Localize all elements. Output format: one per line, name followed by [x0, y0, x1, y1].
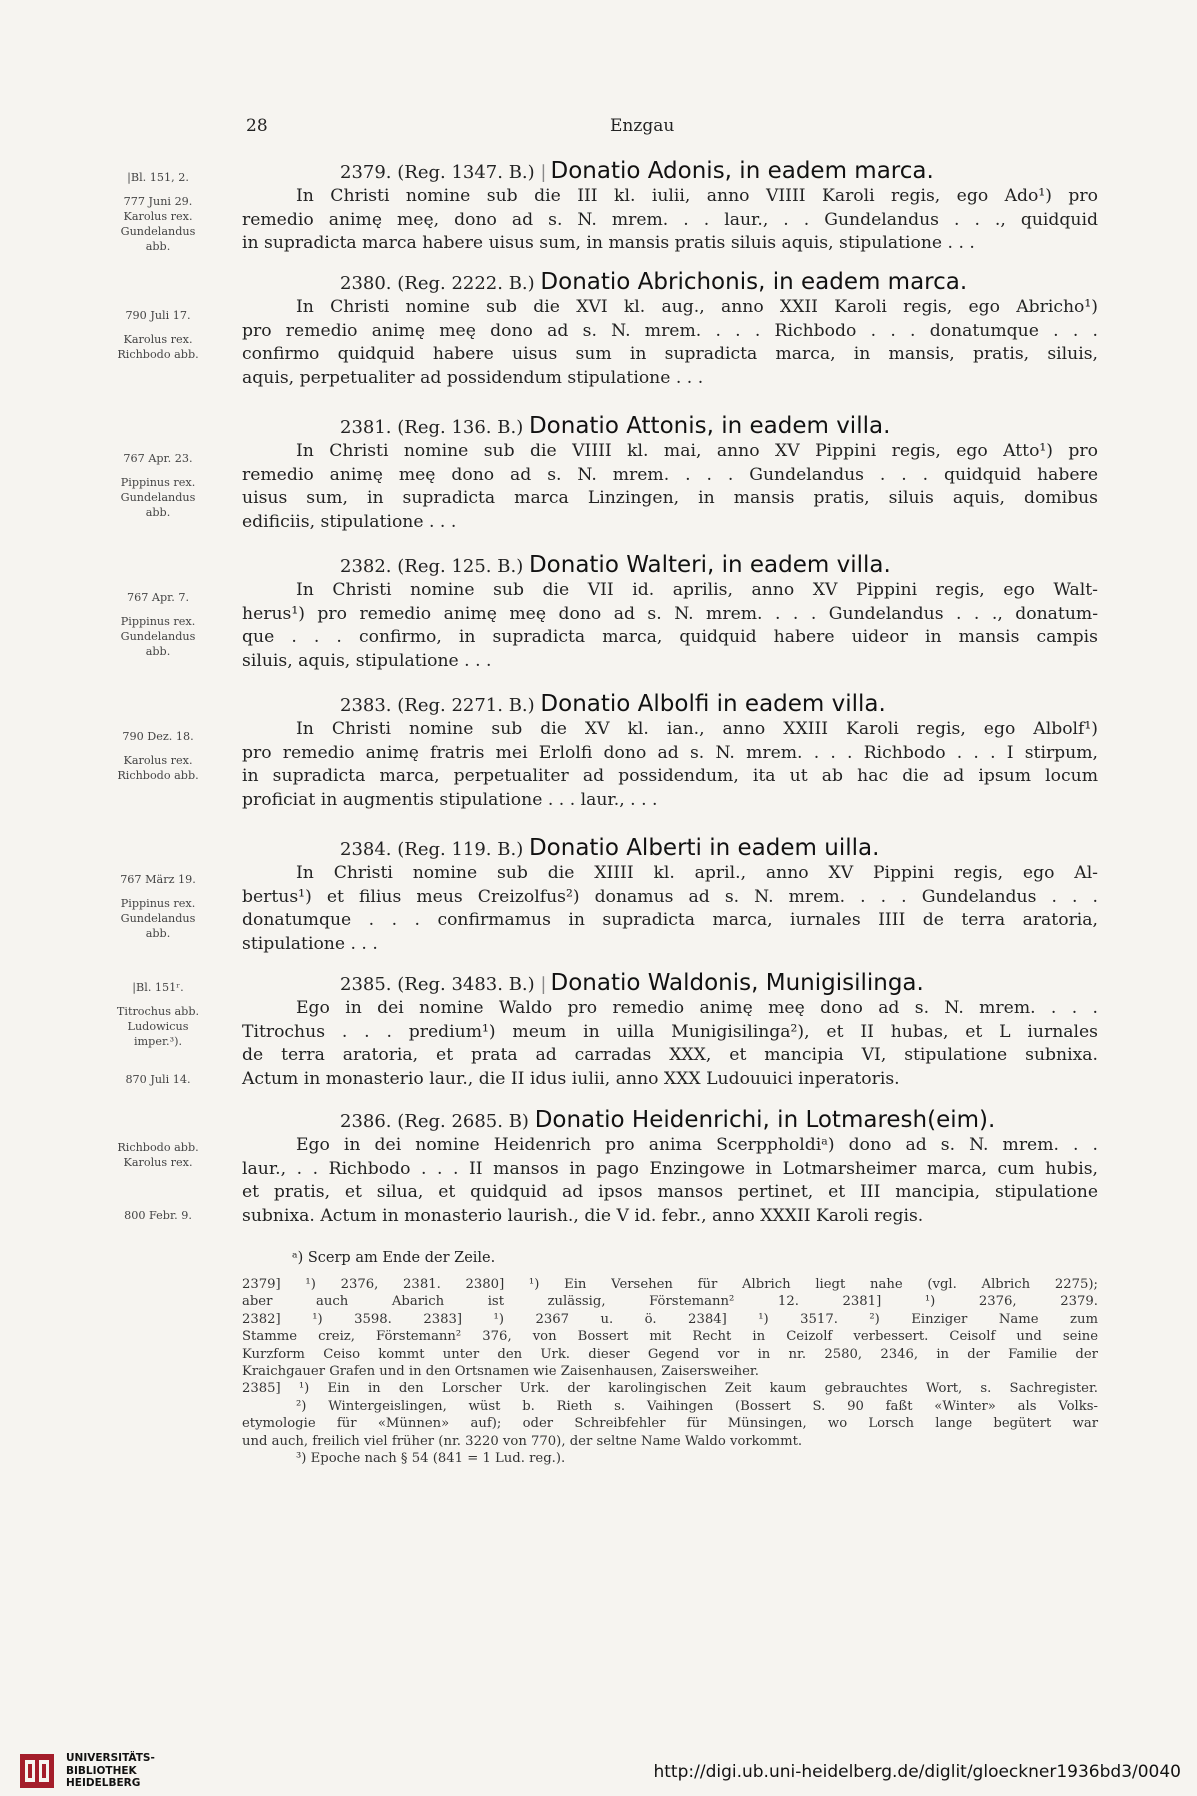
body-line: subnixa. Actum in monasterio laurish., die V id. febr., anno XXXII Karoli regis. — [242, 1205, 924, 1226]
margin-line: Karolus rex. — [123, 754, 193, 767]
margin-note — [98, 980, 218, 1087]
body-line: laur., . . Richbodo . . . II mansos in pago Enzingowe in Lotmarsheimer marca, cum hubis, — [242, 1158, 1098, 1179]
page-number: 28 — [246, 116, 268, 136]
entry-heading — [242, 414, 1098, 440]
entry-number: 2385. (Reg. 3483. B.) — [340, 974, 535, 995]
entry-number: 2386. (Reg. 2685. B) — [340, 1111, 529, 1132]
body-line: uisus sum, in supradicta marca Linzingen, in mansis pratis, siluis aquis, domibus — [242, 488, 1098, 508]
library-name — [66, 1752, 155, 1790]
margin-line: Karolus rex. — [123, 333, 193, 346]
entry-title: Donatio Abrichonis, in eadem marca. — [540, 269, 968, 295]
footnote-line: etymologie für «Münnen» auf); oder Schreibfehler für Münsingen, wo Lorsch lange begütert war — [242, 1416, 1098, 1432]
entry — [242, 836, 1098, 956]
body-line: In Christi nomine sub die VIIII kl. mai, anno XV Pippini regis, ego Atto¹) pro — [296, 441, 1098, 461]
margin-note — [98, 1140, 218, 1223]
footnote-line: Kraichgauer Grafen und in den Ortsnamen wie Zaisenhausen, Zaisersweiher. — [242, 1364, 759, 1380]
library-name-line: UNIVERSITÄTS- — [66, 1752, 155, 1764]
footnote-line: Stamme creiz, Förstemann² 376, von Bossert mit Recht in Ceizolf verbessert. Ceisolf und seine — [242, 1329, 1098, 1345]
margin-line: Gundelandus — [120, 630, 196, 643]
body-line: confirmo quidquid habere uisus sum in supradicta marca, in mansis, pratis, siluis, — [242, 344, 1098, 364]
body-line: et pratis, et silua, et quidquid ad ipsos mansos pertinet, et III mancipia, stipulatione — [242, 1182, 1098, 1202]
body-line: Ego in dei nomine Heidenrich pro anima Scerppholdiᵃ) dono ad s. N. mrem. . . — [296, 1135, 1098, 1155]
margin-line: Ludowicus — [127, 1020, 189, 1033]
entry-title: Donatio Albolfi in eadem villa. — [540, 691, 886, 717]
margin-note — [98, 729, 218, 783]
entry-heading — [242, 270, 1098, 296]
margin-line: Titrochus abb. — [116, 1005, 200, 1018]
margin-line: |Bl. 151, 2. — [127, 171, 189, 184]
body-line: bertus¹) et filius meus Creizolfus²) donamus ad s. N. mrem. . . . Gundelandus . . . — [242, 886, 1098, 907]
margin-note — [98, 872, 218, 941]
body-line: In Christi nomine sub die XV kl. ian., anno XXIII Karoli regis, ego Albolf¹) — [296, 719, 1098, 739]
body-line: de terra aratoria, et prata ad carradas XXX, et mancipia VI, stipulatione subnixa. — [242, 1045, 1098, 1065]
body-line: que . . . confirmo, in supradicta marca, quidquid habere uideor in mansis campis — [242, 627, 1098, 647]
body-line: In Christi nomine sub die VII id. aprilis, anno XV Pippini regis, ego Walt- — [296, 580, 1098, 600]
library-name-line: BIBLIOTHEK — [66, 1764, 137, 1777]
entry-number: 2381. (Reg. 136. B.) — [340, 417, 524, 438]
margin-line: Richbodo abb. — [117, 769, 199, 782]
body-line: stipulatione . . . — [242, 933, 378, 954]
margin-line: Gundelandus — [120, 491, 196, 504]
margin-line: 790 Dez. 18. — [122, 730, 194, 743]
entry — [242, 553, 1098, 673]
body-line: Ego in dei nomine Waldo pro remedio animę meę dono ad s. N. mrem. . . . — [296, 998, 1098, 1018]
margin-line: Gundelandus — [120, 912, 196, 925]
margin-line: abb. — [145, 927, 171, 940]
entry-heading: 2379. (Reg. 1347. B.) | Donatio Adonis, in eadem marca. — [340, 158, 934, 184]
body-line: remedio animę meę dono ad s. N. mrem. . . . Gundelandus . . . quidquid habere — [242, 464, 1098, 485]
margin-line: abb. — [145, 240, 171, 253]
footnote-line: und auch, freilich viel früher (nr. 3220 von 770), der seltne Name Waldo vorkommt. — [242, 1433, 803, 1449]
body-line: Actum in monasterio laur., die II idus iulii, anno XXX Ludouuici inperatoris. — [242, 1068, 900, 1089]
margin-line: 777 Juni 29. — [123, 195, 193, 208]
margin-line: Karolus rex. — [123, 210, 193, 223]
body-line: Titrochus . . . predium¹) meum in uilla Munigisilinga²), et II hubas, et L iurnales — [242, 1021, 1098, 1042]
entry — [242, 692, 1098, 812]
entry — [242, 1108, 1098, 1228]
margin-note — [98, 170, 218, 254]
footnote-line: ²) Wintergeislingen, wüst b. Rieth s. Vaihingen (Bossert S. 90 faßt «Winter» als Volks- — [296, 1398, 1098, 1414]
entry-heading — [242, 1108, 1098, 1134]
margin-line: Gundelandus — [120, 225, 196, 238]
body-line: edificiis, stipulatione . . . — [242, 511, 457, 532]
entry — [242, 971, 1098, 1091]
entry — [242, 159, 1098, 256]
margin-line: abb. — [145, 506, 171, 519]
footnote-line: 2385] ¹) Ein in den Lorscher Urk. der karolingischen Zeit kaum gebrauchtes Wort, s. Sachregister. — [242, 1381, 1098, 1397]
margin-line: 800 Febr. 9. — [124, 1209, 192, 1222]
body-line: herus¹) pro remedio animę meę dono ad s. N. mrem. . . . Gundelandus . . ., donatum- — [242, 603, 1098, 624]
body-line: aquis, perpetualiter ad possidendum stipulatione . . . — [242, 367, 704, 388]
entry-title: Donatio Heidenrichi, in Lotmaresh(eim). — [534, 1107, 996, 1133]
running-title: Enzgau — [610, 116, 675, 136]
margin-line: 870 Juli 14. — [125, 1073, 191, 1086]
body-line: In Christi nomine sub die XVI kl. aug., anno XXII Karoli regis, ego Abricho¹) — [296, 297, 1098, 317]
source-url-link[interactable]: http://digi.ub.uni-heidelberg.de/diglit/gloeckner1936bd3/0040 — [653, 1762, 1181, 1782]
entry-number: 2382. (Reg. 125. B.) — [340, 556, 524, 577]
entry-title: Donatio Waldonis, Munigisilinga. — [550, 970, 924, 996]
margin-line: Richbodo abb. — [117, 1141, 199, 1154]
body-line: proficiat in augmentis stipulatione . . . laur., . . . — [242, 789, 658, 810]
margin-line: Pippinus rex. — [120, 897, 196, 910]
entry-title: Donatio Attonis, in eadem villa. — [528, 413, 891, 439]
footnote-line: 2379] ¹) 2376, 2381. 2380] ¹) Ein Versehen für Albrich liegt nahe (vgl. Albrich 2275); — [242, 1277, 1098, 1292]
footnote-line: Kurzform Ceiso kommt unter den Urk. dieser Gegend vor in nr. 2580, 2346, in der Familie der — [242, 1346, 1098, 1362]
body-line: pro remedio animę fratris mei Erlolfi dono ad s. N. mrem. . . . Richbodo . . . I stirpum, — [242, 742, 1098, 763]
entry-number: 2379. (Reg. 1347. B.) — [340, 162, 535, 183]
margin-line: Richbodo abb. — [117, 348, 199, 361]
footnotes — [242, 1276, 1098, 1467]
margin-line: 767 Apr. 23. — [123, 452, 193, 465]
entry-number: 2384. (Reg. 119. B.) — [340, 839, 524, 860]
margin-line: Pippinus rex. — [120, 476, 196, 489]
body-line: In Christi nomine sub die III kl. iulii, anno VIIII Karoli regis, ego Ado¹) pro — [296, 186, 1098, 206]
entry-title: Donatio Walteri, in eadem villa. — [528, 552, 891, 578]
margin-line: 767 Apr. 7. — [126, 591, 190, 604]
margin-note — [98, 308, 218, 362]
margin-line: 767 März 19. — [120, 873, 196, 886]
footnote-a: ᵃ) Scerp am Ende der Zeile. — [292, 1250, 496, 1266]
margin-line: Pippinus rex. — [120, 615, 196, 628]
entry — [242, 270, 1098, 390]
library-name-line: HEIDELBERG — [66, 1777, 141, 1789]
margin-line: 790 Juli 17. — [125, 309, 191, 322]
margin-line: Karolus rex. — [123, 1156, 193, 1169]
entry-heading — [242, 692, 1098, 718]
entry-number: 2383. (Reg. 2271. B.) — [340, 695, 535, 716]
margin-note — [98, 451, 218, 520]
body-line: In Christi nomine sub die XIIII kl. april., anno XV Pippini regis, ego Al- — [296, 863, 1098, 883]
entry-heading — [242, 836, 1098, 862]
entry-title: Donatio Alberti in eadem uilla. — [528, 835, 880, 861]
footnote-line: aber auch Abarich ist zulässig, Förstemann² 12. 2381] ¹) 2376, 2379. — [242, 1294, 1098, 1310]
entry-number: 2380. (Reg. 2222. B.) — [340, 273, 535, 294]
university-library-logo-icon — [20, 1754, 54, 1788]
body-line: remedio animę meę, dono ad s. N. mrem. . . laur., . . Gundelandus . . ., quidquid — [242, 209, 1098, 230]
entry-heading: 2385. (Reg. 3483. B.) | Donatio Waldonis, Munigisilinga. — [340, 970, 924, 996]
margin-line: abb. — [145, 645, 171, 658]
page-footer — [0, 1732, 1197, 1796]
entry — [242, 414, 1098, 534]
entry-heading — [242, 553, 1098, 579]
footnote-line: ³) Epoche nach § 54 (841 = 1 Lud. reg.). — [296, 1451, 566, 1467]
footnote-line: 2382] ¹) 3598. 2383] ¹) 2367 u. ö. 2384] ¹) 3517. ²) Einziger Name zum — [242, 1311, 1098, 1327]
margin-line: |Bl. 151ʳ. — [132, 981, 184, 994]
body-line: in supradicta marca habere uisus sum, in mansis pratis siluis aquis, stipulatione . . . — [242, 233, 975, 253]
body-line: siluis, aquis, stipulatione . . . — [242, 650, 492, 671]
body-line: pro remedio animę meę dono ad s. N. mrem. . . . Richbodo . . . donatumque . . . — [242, 320, 1098, 341]
margin-line: imper.³). — [133, 1035, 183, 1048]
entry-title: Donatio Adonis, in eadem marca. — [550, 158, 934, 184]
body-line: donatumque . . . confirmamus in supradicta marca, iurnales IIII de terra aratoria, — [242, 910, 1098, 930]
body-line: in supradicta marca, perpetualiter ad possidendum, ita ut ab hac die ad ipsum locum — [242, 766, 1098, 786]
margin-note — [98, 590, 218, 659]
